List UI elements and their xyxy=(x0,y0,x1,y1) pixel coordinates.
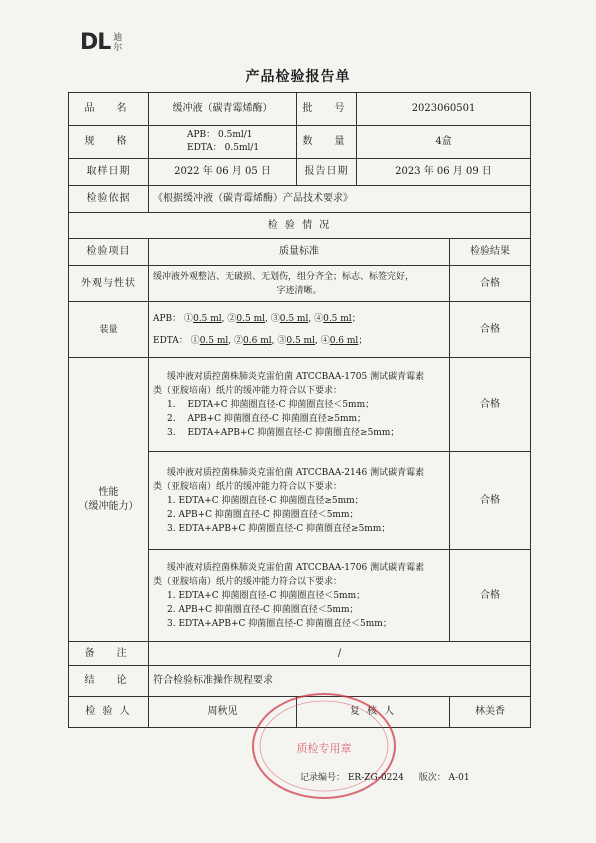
document-footer xyxy=(300,770,470,783)
spec-line-edta: EDTA： 0.5ml/1 xyxy=(187,143,260,153)
perf1-line-1: 缓冲液对质控菌株肺炎克雷伯菌 ATCCBAA-1705 测试碳青霉素 xyxy=(167,371,425,382)
fill-apb-line: APB： ①0.5 ml, ②0.5 ml, ③0.5 ml, ④0.5 ml； xyxy=(153,313,361,324)
perf1-item-2: 2. APB+C 抑菌圈直径-C 抑菌圈直径≥5mm； xyxy=(167,413,367,424)
inspector-label: 检 验 人 xyxy=(69,697,149,728)
spec-value xyxy=(149,126,297,159)
row-spec xyxy=(69,126,531,159)
logo-cn-top: 迪 xyxy=(113,32,123,43)
perf1-item-1: 1. EDTA+C 抑菌圈直径-C 抑菌圈直径＜5mm； xyxy=(167,399,375,410)
appearance-line-1: 缓冲液外观整洁、无破损、无划伤，组分齐全；标志、标签完好， xyxy=(153,271,415,282)
row-conclusion xyxy=(69,666,531,697)
perf3-item-1: 1. EDTA+C 抑菌圈直径-C 抑菌圈直径＜5mm； xyxy=(167,590,366,601)
fill-apb-end: ； xyxy=(351,313,361,324)
record-number: 记录编号： ER-ZG-0224 xyxy=(300,773,404,783)
spec-line-apb: APB： 0.5ml/1 xyxy=(187,130,253,140)
col-standard-header: 质量标准 xyxy=(149,239,450,266)
perf3-line-2: 类（亚胺培南）纸片的缓冲能力符合以下要求： xyxy=(153,576,343,587)
fill-edta-n3: ③ xyxy=(277,335,287,346)
remark-value: / xyxy=(149,642,531,666)
fill-edta-line: EDTA： ①0.5 ml, ②0.6 ml, ③0.5 ml, ④0.6 ml； xyxy=(153,335,368,346)
row-fill-volume xyxy=(69,302,531,358)
appearance-line-2: 字迹清晰。 xyxy=(276,285,322,296)
company-logo xyxy=(80,30,122,55)
spec-label: 规 格 xyxy=(69,126,149,159)
col-item-header: 检验项目 xyxy=(69,239,149,266)
inspector-value: 周秋见 xyxy=(149,697,297,728)
fill-apb-n1: ① xyxy=(184,313,194,324)
perf2-item-2: 2. APB+C 抑菌圈直径-C 抑菌圈直径＜5mm； xyxy=(167,509,359,520)
performance-1-result: 合格 xyxy=(450,358,531,452)
fill-result: 合格 xyxy=(450,302,531,358)
qty-value: 4盒 xyxy=(357,126,531,159)
performance-2-result: 合格 xyxy=(450,452,531,550)
basis-value: 《根据缓冲液（碳青霉烯酶）产品技术要求》 xyxy=(149,186,531,213)
report-date-label: 报告日期 xyxy=(297,159,357,186)
performance-label-cell xyxy=(69,358,149,642)
row-signatures xyxy=(69,697,531,728)
fill-label: 装量 xyxy=(69,302,149,358)
fill-apb-prefix: APB： xyxy=(153,313,182,324)
remark-label: 备 注 xyxy=(69,642,149,666)
fill-edta-n4: ④ xyxy=(320,335,330,346)
fill-edta-prefix: EDTA： xyxy=(153,335,188,346)
performance-label: 性能 xyxy=(98,486,119,498)
fill-apb-v1: 0.5 ml xyxy=(193,313,222,324)
perf1-line-2: 类（亚胺培南）纸片的缓冲能力符合以下要求： xyxy=(153,385,343,396)
situation-header: 检 验 情 况 xyxy=(69,213,531,239)
perf2-line-2: 类（亚胺培南）纸片的缓冲能力符合以下要求： xyxy=(153,481,343,492)
fill-apb-n3: ③ xyxy=(270,313,280,324)
appearance-standard xyxy=(149,266,450,302)
perf2-item-3: 3. EDTA+APB+C 抑菌圈直径-C 抑菌圈直径≥5mm； xyxy=(167,523,391,534)
stamp-text: 质检专用章 xyxy=(296,742,352,755)
perf2-item-1: 1. EDTA+C 抑菌圈直径-C 抑菌圈直径≥5mm； xyxy=(167,495,364,506)
logo-cn-bottom: 尔 xyxy=(113,42,123,53)
fill-apb-v2: 0.5 ml xyxy=(236,313,265,324)
row-performance-1 xyxy=(69,358,531,452)
version-number: 版次： A-01 xyxy=(418,773,470,783)
col-result-header: 检验结果 xyxy=(450,239,531,266)
basis-label: 检验依据 xyxy=(69,186,149,213)
product-value: 缓冲液（碳青霉烯酶） xyxy=(149,93,297,126)
row-product xyxy=(69,93,531,126)
performance-3-standard xyxy=(149,550,450,642)
fill-edta-v2: 0.6 ml xyxy=(243,335,272,346)
sample-date-label: 取样日期 xyxy=(69,159,149,186)
performance-2-standard xyxy=(149,452,450,550)
perf2-line-1: 缓冲液对质控菌株肺炎克雷伯菌 ATCCBAA-2146 测试碳青霉素 xyxy=(167,467,425,478)
product-label: 品 名 xyxy=(69,93,149,126)
reviewer-value: 林美香 xyxy=(450,697,531,728)
batch-label: 批 号 xyxy=(297,93,357,126)
fill-apb-n2: ② xyxy=(227,313,237,324)
batch-value: 2023060501 xyxy=(357,93,531,126)
logo-cn xyxy=(113,33,122,53)
fill-edta-v4: 0.6 ml xyxy=(329,335,359,346)
fill-apb-n4: ④ xyxy=(314,313,324,324)
fill-edta-n1: ① xyxy=(190,335,200,346)
logo-mark: DL xyxy=(80,30,111,55)
performance-3-result: 合格 xyxy=(450,550,531,642)
conclusion-label: 结 论 xyxy=(69,666,149,697)
fill-standard xyxy=(149,302,450,358)
row-situation-header xyxy=(69,213,531,239)
row-dates xyxy=(69,159,531,186)
performance-1-standard xyxy=(149,358,450,452)
fill-edta-v1: 0.5 ml xyxy=(199,335,229,346)
row-column-headers xyxy=(69,239,531,266)
perf1-item-3: 3. EDTA+APB+C 抑菌圈直径-C 抑菌圈直径≥5mm； xyxy=(167,427,400,438)
perf3-line-1: 缓冲液对质控菌株肺炎克雷伯菌 ATCCBAA-1706 测试碳青霉素 xyxy=(167,562,425,573)
row-remark xyxy=(69,642,531,666)
fill-apb-v4: 0.5 ml xyxy=(323,313,352,324)
perf3-item-2: 2. APB+C 抑菌圈直径-C 抑菌圈直径＜5mm； xyxy=(167,604,359,615)
document-title: 产品检验报告单 xyxy=(245,69,351,85)
inspection-report-table xyxy=(68,92,531,728)
perf3-item-3: 3. EDTA+APB+C 抑菌圈直径-C 抑菌圈直径＜5mm； xyxy=(167,618,392,629)
row-basis xyxy=(69,186,531,213)
fill-edta-n2: ② xyxy=(234,335,244,346)
qty-label: 数 量 xyxy=(297,126,357,159)
appearance-result: 合格 xyxy=(450,266,531,302)
sample-date-value: 2022 年 06 月 05 日 xyxy=(149,159,297,186)
appearance-label: 外观与性状 xyxy=(69,266,149,302)
fill-apb-v3: 0.5 ml xyxy=(279,313,309,324)
reviewer-label: 复 核 人 xyxy=(297,697,450,728)
report-date-value: 2023 年 06 月 09 日 xyxy=(357,159,531,186)
fill-edta-v3: 0.5 ml xyxy=(286,335,315,346)
performance-sublabel: （缓冲能力） xyxy=(78,500,139,512)
row-appearance xyxy=(69,266,531,302)
fill-edta-end: ； xyxy=(358,335,368,346)
conclusion-value: 符合检验标准操作规程要求 xyxy=(149,666,531,697)
